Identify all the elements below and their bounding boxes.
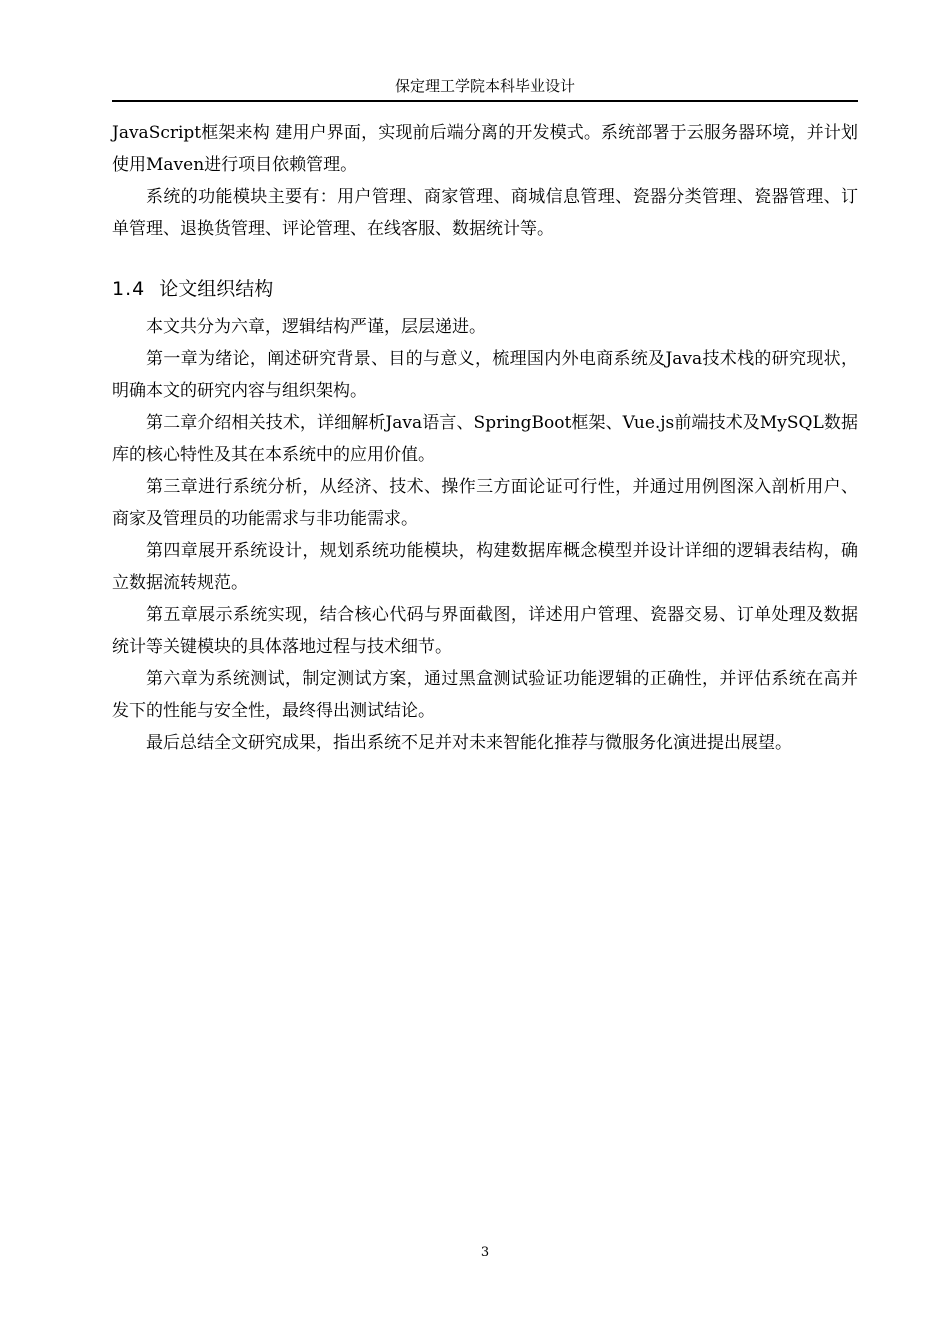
section-paragraph-3: 第二章介绍相关技术，详细解析Java语言、SpringBoot框架、Vue.js前端技术及MySQL数据库的核心特性及其在本系统中的应用价值。	[112, 413, 858, 465]
section-paragraph-6: 第五章展示系统实现，结合核心代码与界面截图，详述用户管理、瓷器交易、订单处理及数据统计等关键模块的具体落地过程与技术细节。	[112, 605, 858, 657]
section-paragraph-2: 第一章为绪论，阐述研究背景、目的与意义，梳理国内外电商系统及Java技术栈的研究现状，明确本文的研究内容与组织架构。	[112, 349, 858, 401]
section-title: 论文组织结构	[159, 278, 274, 300]
section-paragraph-5: 第四章展开系统设计，规划系统功能模块，构建数据库概念模型并设计详细的逻辑表结构，确立数据流转规范。	[112, 541, 858, 593]
page-body	[112, 117, 858, 759]
intro-paragraph-1: JavaScript框架来构 建用户界面，实现前后端分离的开发模式。系统部署于云服务器环境，并计划使用Maven进行项目依赖管理。	[112, 123, 858, 175]
page-header: 保定理工学院本科毕业设计	[394, 77, 575, 95]
section-paragraph-7: 第六章为系统测试，制定测试方案，通过黑盒测试验证功能逻辑的正确性，并评估系统在高并发下的性能与安全性，最终得出测试结论。	[112, 669, 858, 721]
section-paragraph-1: 本文共分为六章，逻辑结构严谨，层层递进。	[146, 317, 486, 337]
section-number: 1.4	[112, 278, 146, 300]
section-heading	[112, 273, 858, 305]
page-number: 3	[480, 1245, 490, 1260]
header-divider	[112, 100, 858, 102]
section-paragraph-4: 第三章进行系统分析，从经济、技术、操作三方面论证可行性，并通过用例图深入剖析用户、商家及管理员的功能需求与非功能需求。	[112, 477, 858, 529]
intro-paragraph-2: 系统的功能模块主要有：用户管理、商家管理、商城信息管理、瓷器分类管理、瓷器管理、订单管理、退换货管理、评论管理、在线客服、数据统计等。	[112, 187, 858, 239]
section-paragraph-8: 最后总结全文研究成果，指出系统不足并对未来智能化推荐与微服务化演进提出展望。	[146, 733, 792, 753]
